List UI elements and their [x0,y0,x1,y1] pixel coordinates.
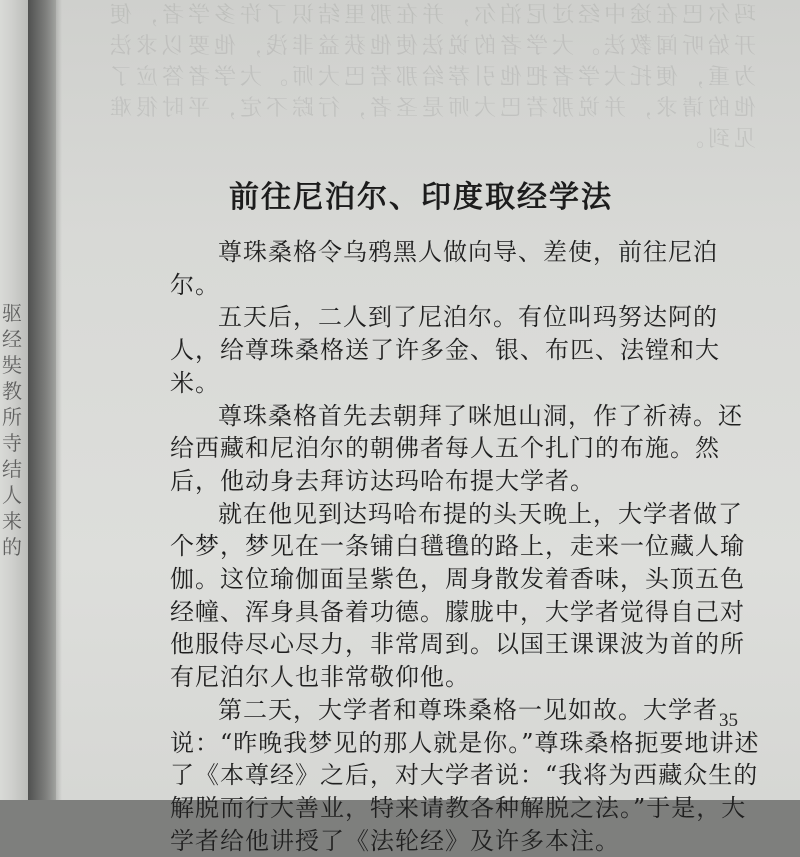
paragraph: 尊珠桑格令乌鸦黑人做向导、差使，前往尼泊尔。 [170,238,718,299]
body-text [170,236,760,857]
previous-page-text: 驱经奘教所寺 结人来的 [2,301,22,559]
paragraph: 第二天，大学者和尊珠桑格一见如故。大学者说：“昨晚我梦见的那人就是你。”尊珠桑格扼要地讲述了《本尊经》之后，对大学者说：“我将为西藏众生的解脱而行大善业，特来请教各种解脱之法。”于是，大学者给他讲授了《法轮经》及许多本注。 [170,695,760,855]
paragraph: 五天后，二人到了尼泊尔。有位叫玛努达阿的人，给尊珠桑格送了许多金、银、布匹、法镗和大米。 [170,303,720,397]
paragraph: 尊珠桑格首先去朝拜了咪旭山洞，作了祈祷。还给西藏和尼泊尔的朝佛者每人五个扎门的布施。然后，他动身去拜访达玛哈布提大学者。 [170,401,743,495]
chapter-title: 前往尼泊尔、印度取经学法 [229,180,613,215]
previous-page-edge [0,0,30,800]
bleed-through-text: 玛尔巴在途中经过尼泊尔，并在那里结识了许多学者，便开始听闻教法。大学者的说法使他获益非浅，他要以求法为重，便托大学者把他引荐给那若巴大师。大学者答应了他的请求，并说那若巴大师是圣者，行踪不定，平时很难见到。 [105,3,756,152]
paragraph: 就在他见到达玛哈布提的头天晚上，大学者做了个梦，梦见在一条铺白氆氇的路上，走来一位藏人瑜伽。这位瑜伽面呈紫色，周身散发着香味，头顶五色经幢、浑身具备着功德。朦胧中，大学者觉得自己对他服侍尽心尽力，非常周到。以国王课课波为首的所有尼泊尔人也非常敬仰他。 [170,499,745,692]
book-page [56,0,800,855]
page-number: 35 [719,710,738,731]
gutter-shadow [28,0,62,800]
